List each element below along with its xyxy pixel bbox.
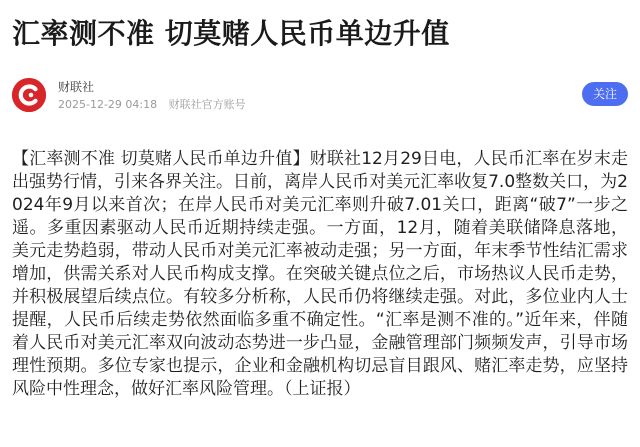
publish-meta bbox=[58, 98, 246, 112]
author-name[interactable]: 财联社 bbox=[58, 80, 95, 94]
page-title: 汇率测不准 切莫赌人民币单边升值 bbox=[12, 17, 450, 50]
avatar[interactable] bbox=[12, 78, 46, 112]
author-bar bbox=[12, 78, 628, 118]
article-body: 【汇率测不准 切莫赌人民币单边升值】财联社12月29日电，人民币汇率在岁末走出强势行情，引来各界关注。日前，离岸人民币对美元汇率收复7.0整数关口，为2024年9月以来首次；在岸人民币对美元汇率则升破7.01关口，距离“破7”一步之遥。多重因素驱动人民币近期持续走强。一方面，12月，随着美联储降息落地，美元走势趋弱，带动人民币对美元汇率被动走强；另一方面，年末季节性结汇需求增加，供需关系对人民币构成支撑。在突破关键点位之后，市场热议人民币走势，并积极展望后续点位。有较多分析称，人民币仍将继续走强。对此，多位业内人士提醒，人民币后续走势依然面临多重不确定性。“汇率是测不准的。”近年来，伴随着人民币对美元汇率双向波动态势进一步凸显，金融管理部门频频发声，引导市场理性预期。多位专家也提示，企业和金融机构切忌盲目跟风、赌汇率走势，应坚持风险中性理念，做好汇率风险管理。（上证报） bbox=[12, 149, 628, 399]
publish-date: 2025-12-29 04:18 bbox=[58, 98, 158, 111]
cls-logo-icon bbox=[12, 78, 46, 112]
follow-button[interactable]: 关注 bbox=[582, 82, 628, 106]
account-type: 财联社官方账号 bbox=[168, 98, 246, 111]
